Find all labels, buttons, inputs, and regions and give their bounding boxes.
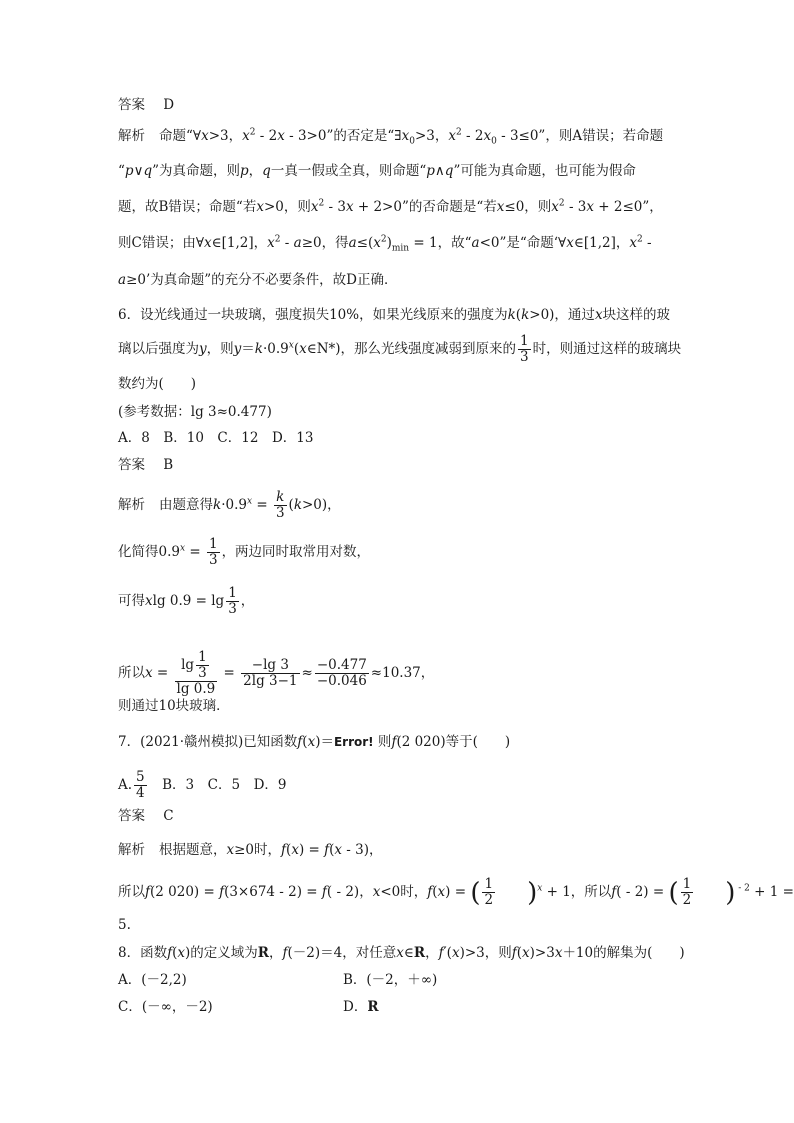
q5-answer-line <box>118 95 174 115</box>
text: + 2>0”的否命题是“若 <box>353 199 497 215</box>
text: (参考数据：lg 3≈0.477) <box>118 404 272 420</box>
var-k: k <box>293 497 302 513</box>
var-x: x <box>201 128 209 144</box>
var-x0: x <box>401 128 410 144</box>
text: (－2)＝4，对任意 <box>287 945 397 961</box>
fraction-k-over-3 <box>274 490 287 521</box>
var-k: k <box>254 341 263 357</box>
q6-reference-data <box>118 402 272 422</box>
var-q: q <box>262 163 271 179</box>
q7-analysis-line-1 <box>118 840 383 860</box>
q5-analysis-line-2 <box>118 161 636 181</box>
q6-stem-line-3 <box>118 374 196 394</box>
text: 所以 <box>118 884 145 900</box>
q7-options <box>118 770 286 801</box>
option-a: A．(－2,2) <box>118 972 187 988</box>
lg-text: lg <box>181 657 195 673</box>
text: ( <box>286 842 292 858</box>
sub-min: min <box>391 243 410 254</box>
text: = <box>219 665 240 681</box>
options-text: A．8 B．10 C．12 D．13 <box>118 430 314 446</box>
var-x: x <box>145 665 153 681</box>
q6-analysis-line-5 <box>118 696 230 716</box>
analysis-label: 解析 <box>118 128 145 144</box>
frac-den: 3 <box>198 665 207 681</box>
text: ， <box>425 945 439 961</box>
frac-num: 1 <box>682 876 692 892</box>
text: )>3，则 <box>459 945 512 961</box>
var-x: x <box>629 235 637 251</box>
frac-num: k <box>274 490 287 506</box>
var-f: f <box>167 945 173 961</box>
text: ( - 2) = <box>616 884 669 900</box>
q7-stem-line-1 <box>118 732 510 752</box>
text: ·0.9 <box>221 497 247 513</box>
var-x: x <box>373 235 381 251</box>
var-x0: x <box>483 128 492 144</box>
var-f: f <box>321 884 327 900</box>
frac-num <box>175 650 218 682</box>
frac-den: lg 0.9 <box>176 681 216 697</box>
option-c: C．(－∞，－2) <box>118 999 213 1015</box>
set-R: R <box>257 945 270 961</box>
q7-analysis-line-3 <box>118 915 131 935</box>
text: 题，故B错误；命题“若 <box>118 199 257 215</box>
text: 6．设光线通过一块玻璃，强度损失10%，如果光线原来的强度为 <box>118 307 508 323</box>
option-a-label: A. <box>118 777 133 793</box>
exp-x: x <box>179 543 186 554</box>
fraction-lg3 <box>241 658 299 689</box>
q6-analysis-line-2 <box>118 537 370 568</box>
q5-analysis-line-1 <box>118 126 663 146</box>
text: 根据题意， <box>159 842 227 858</box>
var-x: x <box>345 199 354 215</box>
text: ≤0，则 <box>504 199 552 215</box>
text: )＝ <box>315 734 334 750</box>
var-x: x <box>256 199 264 215</box>
var-x: x <box>277 128 285 144</box>
text: 8．函数 <box>118 945 168 961</box>
set-R: R <box>413 945 426 961</box>
exp-x: x <box>537 883 543 894</box>
var-a: a <box>118 272 127 288</box>
exp-x: x <box>246 496 253 507</box>
q6-analysis-line-3 <box>118 586 254 617</box>
frac-num: −lg 3 <box>241 658 299 674</box>
text: 由题意得 <box>159 497 213 513</box>
fraction-one-third <box>207 537 220 568</box>
text: ≤( <box>356 235 374 251</box>
text: 所以 <box>118 665 145 681</box>
text: (2 020) = <box>150 884 220 900</box>
var-x: x <box>267 235 275 251</box>
var-x: x <box>522 945 530 961</box>
var-x: x <box>291 842 299 858</box>
text: ( <box>516 945 523 961</box>
option-d: D． <box>343 999 368 1015</box>
text: ( <box>329 842 335 858</box>
var-k: k <box>213 497 222 513</box>
text: 化简得0.9 <box>118 544 180 560</box>
text: ≈10.37， <box>370 665 435 681</box>
text: 则C错误；由∀ <box>118 235 204 251</box>
text: ≈ <box>301 665 313 681</box>
text: ∧ <box>434 163 445 179</box>
paren-open: ( <box>470 877 481 908</box>
frac-den: −0.046 <box>316 673 367 689</box>
frac-num: 1 <box>228 585 237 601</box>
text: 璃以后强度为 <box>118 341 199 357</box>
text: >3， <box>208 128 243 144</box>
text: “ <box>118 163 125 179</box>
text: 命题“∀ <box>159 128 202 144</box>
text: ( <box>293 341 300 357</box>
q5-analysis-line-3 <box>118 197 663 217</box>
q8-options-row-2 <box>118 997 379 1017</box>
text: lg 0.9 = lg <box>152 593 225 609</box>
q6-analysis-line-1 <box>118 490 341 521</box>
var-f: f <box>511 945 517 961</box>
text: - 3≤0”，则A错误；若命题 <box>496 128 664 144</box>
text: + 1 = <box>749 884 794 900</box>
text: ) <box>386 235 392 251</box>
var-k: k <box>507 307 516 323</box>
q6-answer-line <box>118 455 173 475</box>
text: 一真一假或全真，则命题“ <box>270 163 427 179</box>
frac-den: 2 <box>682 892 692 908</box>
text: <0”是“命题‘∀ <box>479 235 567 251</box>
answer-value: C <box>163 808 174 824</box>
text: ， <box>240 593 255 609</box>
var-f: f <box>438 945 444 961</box>
text: ∈ <box>403 945 414 961</box>
var-x: x <box>554 945 563 961</box>
exp: 2 <box>636 234 643 245</box>
fraction-one-third <box>518 334 531 365</box>
text: = <box>152 665 173 681</box>
answer-value: D <box>163 97 175 113</box>
var-x: x <box>566 235 574 251</box>
q7-analysis-line-2 <box>118 877 794 908</box>
exp: 2 <box>380 234 387 245</box>
frac-den: 3 <box>228 601 237 617</box>
var-x: x <box>551 199 559 215</box>
text: 数约为( ) <box>118 376 197 392</box>
text: (2 020)等于( ) <box>396 734 511 750</box>
text: <0时， <box>380 884 428 900</box>
text: - 3)， <box>342 842 383 858</box>
var-p: p <box>124 163 134 179</box>
var-a: a <box>348 235 357 251</box>
text: ) = <box>445 884 471 900</box>
text: ∈[1,2]， <box>573 235 630 251</box>
fraction-one-half <box>482 877 495 908</box>
var-x: x <box>496 199 505 215</box>
analysis-label: 解析 <box>118 497 145 513</box>
text: ， <box>269 945 283 961</box>
var-p: p <box>426 163 435 179</box>
frac-den: 3 <box>275 505 285 521</box>
text: - 2 <box>461 128 484 144</box>
text: 7．(2021·赣州模拟)已知函数 <box>118 734 298 750</box>
text: ( <box>302 734 308 750</box>
q6-stem-line-1 <box>118 305 670 325</box>
answer-label: 答案 <box>118 97 145 113</box>
q8-stem-line-1 <box>118 943 685 963</box>
q6-stem-line-2 <box>118 334 681 365</box>
q5-analysis-line-5 <box>118 270 397 290</box>
var-x: x <box>437 884 446 900</box>
frac-den: 2lg 3−1 <box>243 673 298 689</box>
text: ，则 <box>206 341 234 357</box>
var-f: f <box>427 884 433 900</box>
var-x: x <box>372 884 381 900</box>
var-x: x <box>310 199 319 215</box>
exp: 2 <box>249 127 256 138</box>
fraction-five-fourths <box>134 770 147 801</box>
text: + 2≤0”， <box>594 199 663 215</box>
var-f: f <box>145 884 150 900</box>
answer-label: 答案 <box>118 457 145 473</box>
text: - <box>280 235 294 251</box>
var-f: f <box>282 945 288 961</box>
sub: 0 <box>491 136 497 147</box>
text: >3， <box>414 128 449 144</box>
text: ”为真命题，则 <box>152 163 241 179</box>
text: ) = <box>298 842 325 858</box>
text: ∨ <box>133 163 144 179</box>
frac-num: 1 <box>208 536 218 552</box>
text: - 2 <box>255 128 278 144</box>
fraction-numeric <box>315 658 369 689</box>
var-x: x <box>242 128 250 144</box>
var-x: x <box>299 341 307 357</box>
text: >0)，通过 <box>529 307 595 323</box>
text: = <box>185 544 205 560</box>
text: 则 <box>373 734 392 750</box>
frac-num: 5 <box>136 769 145 785</box>
var-a: a <box>471 235 480 251</box>
text: (3×674 - 2) = <box>224 884 322 900</box>
var-x: x <box>594 307 603 323</box>
text: ∈[1,2]， <box>211 235 268 251</box>
sub: 0 <box>409 136 415 147</box>
var-q: q <box>143 163 153 179</box>
var-x: x <box>226 842 235 858</box>
text: )>3 <box>529 945 555 961</box>
var-x: x <box>334 842 343 858</box>
text: ＝ <box>241 341 255 357</box>
text: = 1，故“ <box>409 235 472 251</box>
exp: 2 <box>558 198 565 209</box>
fraction-one-third <box>226 586 239 617</box>
text: ，两边同时取常用对数， <box>221 544 371 560</box>
q5-analysis-line-4 <box>118 233 652 253</box>
text: + 1，所以 <box>542 884 612 900</box>
analysis-label: 解析 <box>118 842 145 858</box>
var-f: f <box>219 884 225 900</box>
frac-den: 4 <box>136 785 145 801</box>
var-y: y <box>233 341 242 357</box>
text: ∈N*)，那么光线强度减弱到原来的 <box>306 341 517 357</box>
fraction-one-half <box>681 877 694 908</box>
text: = <box>252 497 272 513</box>
var-q: q <box>444 163 454 179</box>
text: ′( <box>443 945 452 961</box>
text: >0，则 <box>263 199 311 215</box>
var-x: x <box>177 945 185 961</box>
var-p: p <box>240 163 249 179</box>
option-b: B．(－2，＋∞) <box>343 972 438 988</box>
text: - <box>642 235 652 251</box>
exp: 2 <box>455 127 462 138</box>
text: >0)， <box>302 497 341 513</box>
frac-num: 1 <box>520 333 529 349</box>
text: )的定义域为 <box>185 945 258 961</box>
var-x: x <box>586 199 595 215</box>
text: - 3>0”的否定是“∃ <box>284 128 402 144</box>
fraction-lg-third-over-lg09 <box>175 650 218 697</box>
var-y: y <box>199 341 207 357</box>
text: ＋10的解集为( ) <box>562 945 685 961</box>
text: ≥0时， <box>234 842 282 858</box>
options-text: B．3 C．5 D．9 <box>148 777 287 793</box>
text: ”可能为真命题，也可能为假命 <box>453 163 636 179</box>
exp-neg2: - 2 <box>735 883 750 894</box>
frac-num: 1 <box>484 876 494 892</box>
var-f: f <box>324 842 330 858</box>
text: ( - 2)， <box>326 884 373 900</box>
text: ( <box>172 945 178 961</box>
frac-den: 3 <box>208 552 218 568</box>
text: 时，则通过这样的玻璃块 <box>532 341 682 357</box>
exp-x: x <box>288 340 294 351</box>
var-k: k <box>521 307 530 323</box>
var-f: f <box>391 734 397 750</box>
var-x: x <box>396 945 404 961</box>
text: 块这样的玻 <box>602 307 671 323</box>
paren-close: ) <box>527 877 538 908</box>
text: ≥0，得 <box>301 235 349 251</box>
var-x: x <box>451 945 460 961</box>
var-f: f <box>297 734 303 750</box>
q6-analysis-line-4 <box>118 650 434 697</box>
var-x0: x <box>448 128 456 144</box>
exp: 2 <box>318 198 325 209</box>
fraction-one-third <box>196 650 209 681</box>
text: ， <box>248 163 263 179</box>
var-f: f <box>611 884 617 900</box>
text: ( <box>515 307 522 323</box>
frac-den: 2 <box>484 892 494 908</box>
paren-open: ( <box>668 877 679 908</box>
paren-close: ) <box>725 877 736 908</box>
text: ≥0’为真命题”的充分不必要条件，故D正确． <box>126 272 398 288</box>
text: ·0.9 <box>262 341 289 357</box>
var-x: x <box>145 593 153 609</box>
var-f: f <box>281 842 287 858</box>
text: ( <box>288 497 294 513</box>
text: ( <box>432 884 438 900</box>
q8-options-row-1 <box>118 970 437 990</box>
text: 则通过10块玻璃． <box>118 698 230 714</box>
text: - 3 <box>564 199 587 215</box>
answer-value: B <box>163 457 174 473</box>
text: 5. <box>118 917 131 933</box>
frac-den: 3 <box>520 349 529 365</box>
var-a: a <box>293 235 302 251</box>
frac-num: 1 <box>198 649 207 665</box>
text: - 3 <box>324 199 346 215</box>
error-placeholder: Error! <box>333 735 374 749</box>
set-R: R <box>367 999 379 1015</box>
var-x: x <box>203 235 212 251</box>
answer-label: 答案 <box>118 808 145 824</box>
text: 可得 <box>118 593 145 609</box>
var-x: x <box>307 734 316 750</box>
q7-answer-line <box>118 806 174 826</box>
exp: 2 <box>274 234 281 245</box>
frac-num: −0.477 <box>316 657 367 673</box>
q6-options <box>118 428 313 448</box>
